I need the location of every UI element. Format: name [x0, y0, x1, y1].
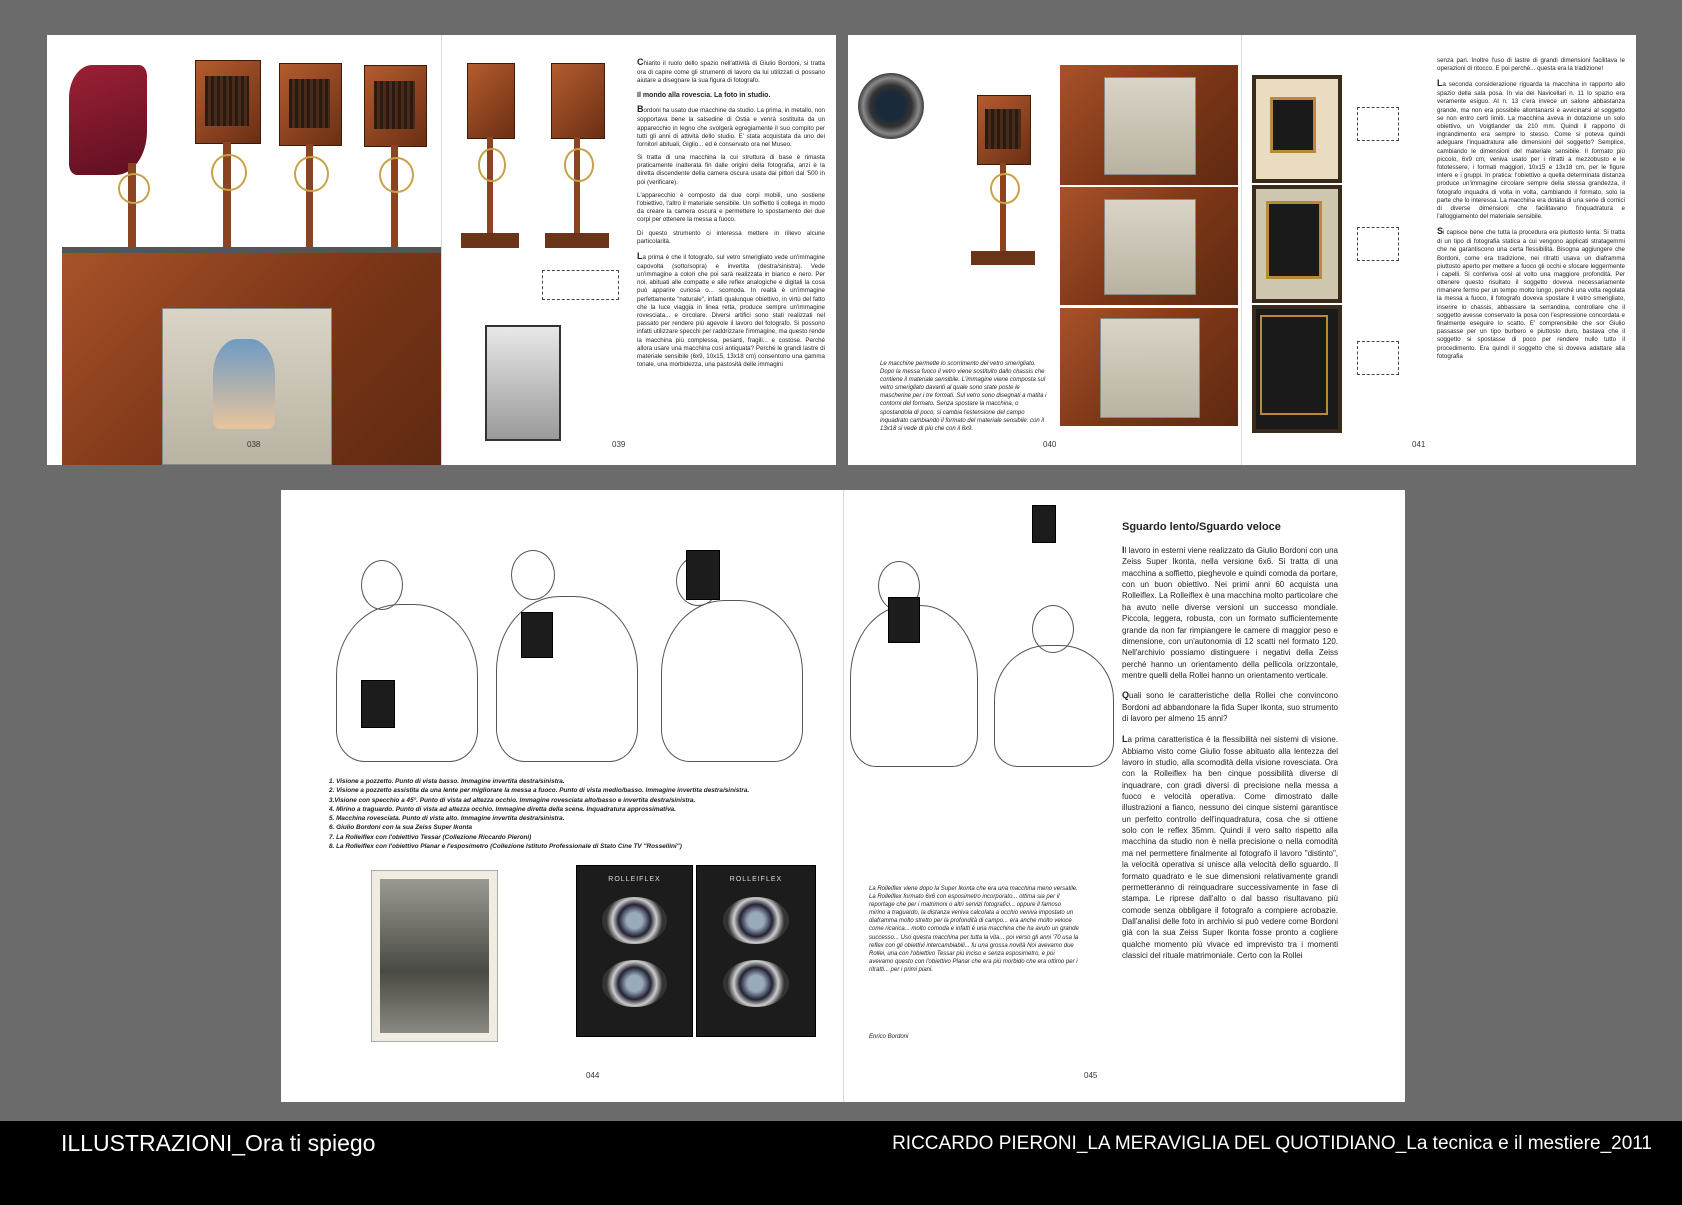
bordoni-photo	[371, 870, 498, 1042]
illustration-caption-list	[329, 777, 749, 851]
caption-item: 4. Mirino a traguardo. Punto di vista ad altezza occhio. Immagine diretta della scena. Inquadratura approssimativa.	[329, 805, 676, 813]
format-diagram-1	[1357, 107, 1399, 141]
page-041	[1242, 35, 1636, 465]
paragraph: Bordoni ha usato due macchine da studio. La prima, in metallo, non sopportava bene la salsedine di Ostia e venrà sostituita da un apparecchio in legno che svolgerà egregiamente il suo compito per tutti gli anni di attività dello studio. E' stata acquistata da uno dei fornitori abituali, Giglio... ed è conservato ora nel Museo.	[637, 104, 825, 148]
caption-item: 2. Visione a pozzetto assistita da una lente per migliorare la messa a fuoco. Punto di vista medio/basso. Immagine invertita destra/sinistra.	[329, 787, 750, 795]
mask-frame-13x18	[1252, 305, 1342, 433]
rollei-label: ROLLEIFLEX	[729, 876, 783, 884]
text-column	[1437, 57, 1625, 366]
lens-shutter	[858, 73, 924, 139]
paragraph: Il lavoro in esterni viene realizzato da Giulio Bordoni con una Zeiss Super Ikonta, nella versione 6x6. Si tratta di una macchina a soffietto, pieghevole e quindi comoda da portare, con un buon obiettivo. Nei primi anni 60 acquista una Rolleiflex. La Rolleiflex è una macchina molto particolare che ha avuto nelle diverse versioni un successo mondiale. Piccola, leggera, robusta, con un formato sufficientemente grande da non far rimpiangere le camere di maggior peso e dimensione, con un'autonomia di 12 scatti nel formato 120. Nell'archivio possiamo distinguere i negativi della Zeiss perché hanno un orientamento della pellicola orizzontale, mentre quelli della Rollei hanno un orientamento verticale.	[1122, 544, 1338, 680]
page-number: 038	[247, 440, 261, 449]
page-040	[848, 35, 1241, 465]
paragraph: Di questo strumento ci interessa mettere in rilievo alcune particolarità.	[637, 229, 825, 245]
quote-text: La Rolleiflex viene dopo la Super Ikonta che era una macchina meno versatile. La Rolleiflex formato 6x6 con esposimetro incorporato... ottima sia per il reportage che per i matrimoni o altri servizi fotografici... oppure il famoso mirino a traguardo, la distanza veniva calcolata a occhio veniva impostato un diaframma molto stretto per la profondità di campo... era anche molto veloce come ricarica... molto comoda e infatti è una macchina che ha avuto un grande successo... Uso questa macchina per tutta la vita... poi verso gli anni '70 usa la reflex con gli obiettivi intercambiabili... fu una grossa novità Noi avevamo due Rollei, una con l'obiettivo Tessar più inciso e senza esposimetro, e poi avevamo questo con l'obiettivo Planar che era più morbido che era ottimo per i ritratti... per i primi piani.	[869, 886, 1079, 973]
camera-front-2	[537, 63, 617, 248]
page-038	[47, 35, 441, 465]
page-number: 039	[612, 440, 626, 449]
paragraph: Si tratta di una macchina la cui struttura di base è rimasta praticamente inalterata fin dalle origini della fotografia, anzi è la diretta discendente della camera oscura usata dai pittori dal '500 in poi (verificare).	[637, 154, 825, 186]
studio-camera-3	[262, 63, 357, 265]
paragraph: senza pari. Inoltre l'uso di lastre di grandi dimensioni facilitava le operazioni di ritocco. E poi perché... questa era la tradizione!	[1437, 57, 1625, 73]
section-heading: Il mondo alla rovescia. La foto in studio.	[637, 92, 771, 100]
caption-item: 6. Giulio Bordoni con la sua Zeiss Super Ikonta	[329, 824, 473, 832]
optics-diagram	[542, 270, 619, 300]
illustration-mirino	[848, 555, 978, 765]
rollei-camera-icon	[361, 680, 395, 728]
illustration-specchio	[656, 550, 806, 760]
caption-item: 7. La Rolleiflex con l'obiettivo Tessar (Collezione Riccardo Pieroni)	[329, 833, 532, 841]
caption-item: 5. Macchina rovesciata. Punto di vista alto. Immagine invertita destra/sinistra.	[329, 815, 565, 823]
studio-camera-1	[87, 95, 177, 265]
inverted-portrait	[213, 339, 275, 429]
text-column	[637, 57, 825, 374]
page-number: 041	[1412, 440, 1426, 449]
paragraph: La seconda considerazione riguarda la macchina in rapporto allo spazio della sala posa. In via dei Navicellari n. 11 lo spazio era veramente esiguo. Al n. 13 c'era invece un salone abbastanza grande, ma non era possibile allontanarsi e avvicinarsi al soggetto se non entro certi limiti. La macchina aveva in dotazione un solo obiettivo, un Voigtlander da 210 mm. Quindi il rapporto di ingrandimento era sempre lo stesso. Come si poteva quindi adeguare l'inquadratura alle dimensioni del soggetto? Semplice, cambiando le dimensioni del materiale sensibile. Il formato più piccolo, 6x9 cm, veniva usato per i ritratti a mezzobusto e le fototessere, i formati maggiori, 10x15 e 13x18 cm, per le figure intere e i gruppi. In pratica: l'obiettivo a quella determinata distanza produce un'immagine circolare sempre della stessa grandezza, il fotografo inquadra di volta in volta, cambiando il formato, solo la parte che lo interessa. La macchina era dotata di una serie di cornici di diverse dimensioni che facilitavano l'inquadratura e l'alloggiamento del materiale sensibile.	[1437, 78, 1625, 221]
mask-frame-10x15	[1252, 185, 1342, 303]
rollei-camera-icon	[521, 612, 553, 658]
spread-044-045	[281, 490, 1405, 1102]
format-diagram-3	[1357, 341, 1399, 375]
page-045	[844, 490, 1405, 1102]
page-number: 040	[1043, 440, 1057, 449]
text-column	[1122, 520, 1338, 966]
footer-credit: RICCARDO PIERONI_LA MERAVIGLIA DEL QUOTIDIANO_La tecnica e il mestiere_2011	[892, 1133, 1652, 1154]
rollei-camera-icon	[888, 597, 920, 643]
camera-front-1	[454, 63, 526, 248]
inverted-photo	[485, 325, 561, 441]
camera-back-closeup	[62, 247, 442, 465]
camera-back-6x9	[1060, 65, 1238, 185]
rollei-camera-icon	[1032, 505, 1056, 543]
illustration-pozzetto-lente	[491, 550, 641, 760]
caption-item: 3.Visione con specchio a 45°. Punto di vista ad altezza occhio. Immagine rovesciata alto/basso e invertita destra/sinistra.	[329, 796, 696, 804]
intro-text: Chiarito il ruolo dello spazio nell'attività di Giulio Bordoni, si tratta ora di capire come gli strumenti di lavoro da lui utilizzati ci possano aiutare a disegnare la sua figura di fotografo.	[637, 57, 825, 85]
studio-camera-small	[963, 95, 1043, 265]
caption-item: 8. La Rolleiflex con l'obiettivo Planar e l'esposimetro (Collezione Istituto Professionale di Stato Cine TV "Rossellini")	[329, 842, 682, 850]
page-039	[442, 35, 836, 465]
paragraph: La prima è che il fotografo, sul vetro smerigliato vede un'immagine capovolta (sotto/sopra) e invertita (destra/sinistra). Vede un'immagine a colori che poi sarà realizzata in bianco e nero. Per noi, abituati alle compatte e alle reflex analogiche e digitali la cosa può apparire curiosa o... scomoda. In realtà è un'immagine perfettamente "naturale", infatti qualunque obiettivo, in virtù del fatto che la luce viaggia in linea retta, produce sempre un'immagine rovesciata... e circolare. Diversi artifici sono stati realizzati nel passato per rendere più agevole il lavoro del fotografo. Si possono infatti utilizzare specchi per raddrizzare l'immagine, ma questo rende la macchina più complessa, pesanti, fragili... e costose. Perché allora usare una macchina così antiquata? Perché le grandi lastre di materiale sensibile (6x9, 10x15, 13x18 cm) consentono una gamma tonale, una morbidezza, una pastosità delle immagini	[637, 250, 825, 369]
caption-item: 1. Visione a pozzetto. Punto di vista basso. Immagine invertita destra/sinistra.	[329, 778, 565, 785]
rolleiflex-tessar-photo	[576, 865, 693, 1037]
quote-author: Enrico Bordoni	[869, 1034, 909, 1040]
paragraph: La prima caratteristica è la flessibilità nei sistemi di visione. Abbiamo visto come Giulio fosse abituato alla lentezza del lavoro in studio, alla scomodità della visione rovesciata. Ora con la Rolleiflex ha ben cinque possibilità diverse di inquadrare, con gradi diversi di precisione nella messa a fuoco e velocità operativa. Come dimostrato dalle illustrazioni a fianco, nessuno dei cinque sistemi garantisce un perfetto controllo dell'inquadratura, cosa che si ottiene solo con le reflex 35mm. Quindi il vero salto rispetto alla macchina da studio non è nella precisione o nella comodità ma nel permettere finalmente al fotografo il lavoro "distinto", la velocità operativa si unisce alla velocità dello sguardo. Il formato quadrato e le sue dimensioni relativamente grandi permetteranno di reinquadrare successivamente in fase di stampa. Le riprese dall'alto o dal basso risultavano più comode senza obbligare il fotografo a compiere acrobazie. Dall'analisi delle foto in archivio si può vedere come Bordoni già con la sua Zeiss Super Ikonta fosse pronto a cogliere qualche momento più vivace ed imprevisto tra i momenti classici del rituale matrimoniale. Certo con la Rollei	[1122, 733, 1338, 961]
camera-back-10x15	[1060, 187, 1238, 305]
section-heading: Sguardo lento/Sguardo veloce	[1122, 521, 1281, 533]
rolleiflex-planar-photo	[696, 865, 816, 1037]
page-number: 044	[586, 1071, 600, 1080]
format-diagram-2	[1357, 227, 1399, 261]
spread-040-041	[848, 35, 1636, 465]
studio-camera-4	[347, 65, 442, 265]
mask-frame-6x9	[1252, 75, 1342, 183]
paragraph: Quali sono le caratteristiche della Rollei che convincono Bordoni ad abbandonare la fida Super Ikonta, suo strumento di lavoro per almeno 15 anni?	[1122, 690, 1338, 724]
rollei-label: ROLLEIFLEX	[608, 876, 661, 884]
page-number: 045	[1084, 1071, 1098, 1080]
footer-title: ILLUSTRAZIONI_Ora ti spiego	[61, 1130, 376, 1156]
paragraph: Si capisce bene che tutta la procedura era piuttosto lenta. Si tratta di un tipo di fotografia statica a cui vengono applicati stratagemmi che ne garantiscono una certa flessibilità. Bisogna aggiungere che Bordoni, come era tradizione, nei ritratti usava un diaframma piuttosto aperto per mettere a fuoco gli occhi e sfocare leggermente i capelli. Si conferiva così al volto una maggiore profondità. Per ottenere questo risultato il soggetto doveva necessariamente rimanere fermo per un tempo molto lungo, perché una volta regolata la messa a fuoco, il fotografo doveva spostare il vetro smerigliato, inserire lo chassis, abbassare la serrandina, controllare che il soggetto avesse conservato la posa con l'espressione concordata e finalmente eseguire lo scatto. E' comprensibile che sor Giulio passasse per un tipo burbero e piuttosto duro, bastava che il soggetto si spostasse di poco per rendere nullo tutto il procedimento. Era quindi il soggetto che si doveva adattare alla fotografia	[1437, 226, 1625, 360]
camera-back-13x18	[1060, 308, 1238, 426]
illustration-pozzetto	[331, 560, 481, 760]
illustration-rovesciata	[984, 505, 1114, 765]
paragraph: L'apparecchio è composto da due corpi mobili, uno sostiene l'obiettivo, l'altro il materiale sensibile. Un soffietto li collega in modo da creare la camera oscura e permettere lo spostamento dei due corpi per ottenere la messa a fuoco.	[637, 191, 825, 224]
spread-038-039	[47, 35, 836, 465]
page-044	[281, 490, 843, 1102]
rollei-camera-icon	[686, 550, 720, 600]
figure-caption: Le macchine permette lo scorrimento del vetro smerigliato. Dopo la messa fuoco il vetro viene sostituito dallo chassis che contiene il materiale sensibile. L'immagine viene composta sul vetro smerigliato davanti al quale sono state poste le mascherine per i tre formati. Sul vetro sono disegnati a matita i contorni del formato. Senza spostare la macchina, o spostandola di poco, si cambia l'estensione del campo inquadrato cambiando il formato del materiale sensibile: con il 13x18 si vede di più che con il 6x9.	[880, 361, 1047, 432]
